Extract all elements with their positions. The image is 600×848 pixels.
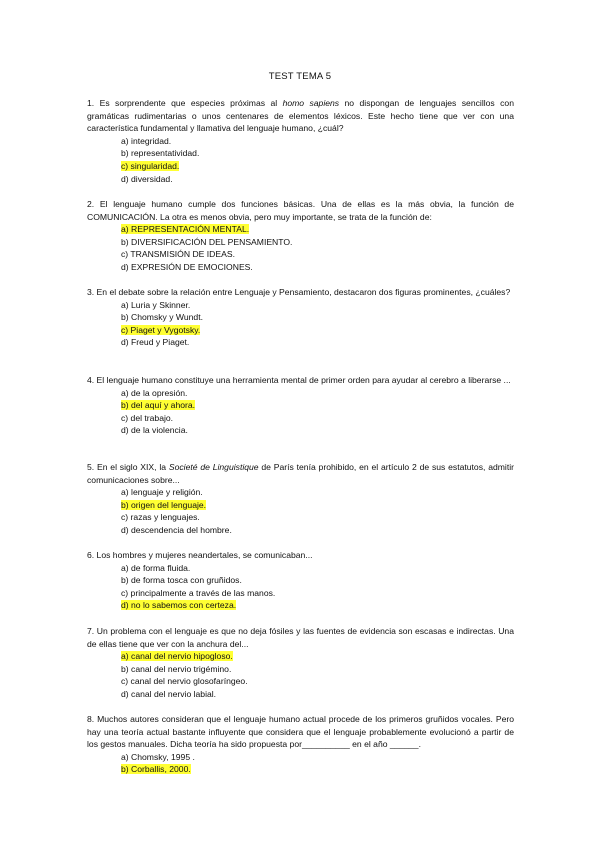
options-list [87,223,514,273]
option-a: a) de la opresión. [121,387,188,398]
question-3 [87,286,514,349]
options-list [87,751,514,776]
page-title: TEST TEMA 5 [268,71,332,82]
option-b-highlighted: b) del aquí y ahora. [121,400,196,411]
option-c: c) razas y lenguajes. [121,512,200,523]
options-list [87,650,514,700]
options-list [87,387,514,437]
question-stem: 8. Muchos autores consideran que el lenguaje humano actual procede de los primeros gruñidos vocales. Pero hay una teoría actual bastante influyente que considera que el lenguaje probablemente evolucionó a partir de los gestos manuales. Dicha teoría ha sido propuesta por__________ en el año ______. [87,714,514,750]
option-d: d) de la violencia. [121,425,188,436]
option-d: d) Freud y Piaget. [121,337,190,348]
question-2 [87,198,514,274]
option-c: c) TRANSMISIÓN DE IDEAS. [121,249,235,260]
option-d: d) canal del nervio labial. [121,688,217,699]
question-stem: 4. El lenguaje humano constituye una herramienta mental de primer orden para ayudar al cerebro a liberarse ... [87,375,511,385]
option-b: b) DIVERSIFICACIÓN DEL PENSAMIENTO. [121,236,293,247]
option-c: c) principalmente a través de las manos. [121,587,276,598]
option-c: c) del trabajo. [121,412,174,423]
question-stem: 5. En el siglo XIX, la Societé de Linguistique de París tenía prohibido, en el artículo 2 de sus estatutos, admitir comunicaciones sobre... [87,462,514,485]
options-list [87,135,514,185]
option-d: d) descendencia del hombre. [121,524,232,535]
option-c-highlighted: c) Piaget y Vygotsky. [121,324,201,335]
question-7 [87,625,514,701]
question-stem: 6. Los hombres y mujeres neandertales, se comunicaban... [87,550,313,560]
option-a: a) de forma fluida. [121,562,191,573]
option-a: a) integridad. [121,135,172,146]
option-b: b) representatividad. [121,148,200,159]
question-1 [87,97,514,185]
question-5 [87,461,514,537]
option-d: d) EXPRESIÓN DE EMOCIONES. [121,261,253,272]
option-a: a) lenguaje y religión. [121,487,203,498]
italic-term: Societé de Linguistique [168,462,259,472]
option-b: b) Chomsky y Wundt. [121,312,203,323]
options-list [87,562,514,612]
question-4 [87,374,514,437]
option-b-highlighted: b) origen del lenguaje. [121,499,207,510]
question-stem: 7. Un problema con el lenguaje es que no deja fósiles y las fuentes de evidencia son escasas e indirectas. Una de ellas tiene que ver con la anchura del... [87,626,514,649]
question-stem: 2. El lenguaje humano cumple dos funciones básicas. Una de ellas es la más obvia, la función de COMUNICACIÓN. La otra es menos obvia, pero muy importante, se trata de la función de: [87,199,514,222]
option-c: c) canal del nervio glosofaríngeo. [121,676,248,687]
option-a: a) Chomsky, 1995 . [121,751,195,762]
question-stem: 3. En el debate sobre la relación entre Lenguaje y Pensamiento, destacaron dos figuras prominentes, ¿cuáles? [87,287,511,297]
option-a-highlighted: a) REPRESENTACIÓN MENTAL. [121,224,250,235]
option-a: a) Luria y Skinner. [121,299,191,310]
option-c-highlighted: c) singularidad. [121,160,180,171]
option-d: d) diversidad. [121,173,173,184]
question-stem: 1. Es sorprendente que especies próximas al homo sapiens no dispongan de lenguajes sencillos con gramáticas rudimentarias o unos centenares de elementos léxicos. Este hecho tiene que ver con una característica fundamental y llamativa del lenguaje humano, ¿cuál? [87,98,514,134]
italic-term: homo sapiens [282,98,340,108]
option-b-highlighted: b) Corballis, 2000. [121,764,191,775]
option-b: b) de forma tosca con gruñidos. [121,575,242,586]
option-a-highlighted: a) canal del nervio hipogloso. [121,651,233,662]
options-list [87,299,514,349]
options-list [87,486,514,536]
option-d-highlighted: d) no lo sabemos con certeza. [121,600,237,611]
option-b: b) canal del nervio trigémino. [121,663,232,674]
question-8 [87,713,514,776]
question-6 [87,549,514,612]
